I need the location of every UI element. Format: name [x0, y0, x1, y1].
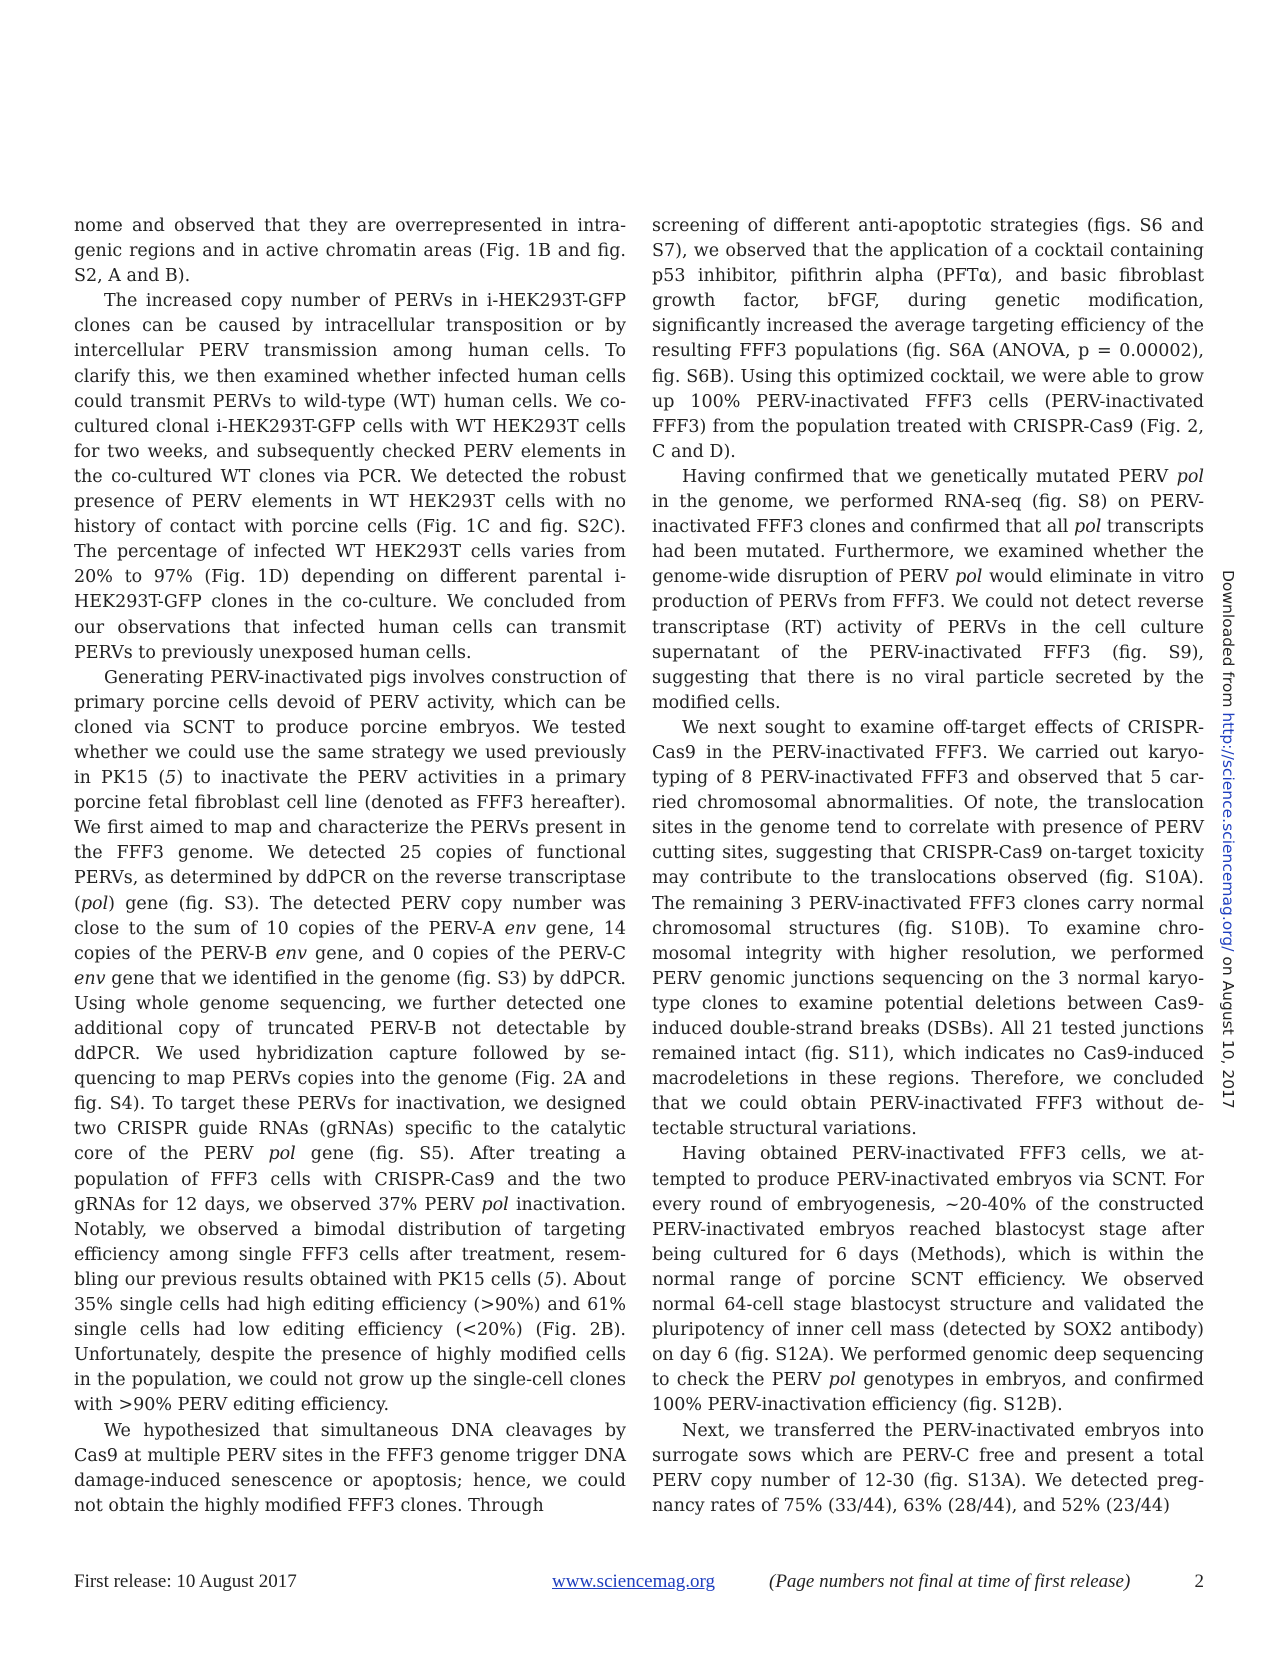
journal-link[interactable]: www.sciencemag.org: [552, 1571, 716, 1592]
paragraph-text: nome and observed that they are overrepresented in intragenic regions and in active chromatin areas (Fig. 1B and fig. S2, A and B).: [74, 216, 626, 287]
left-column: [74, 214, 626, 1519]
right-column: [652, 214, 1204, 1519]
paragraph: [74, 1419, 626, 1519]
paragraph-text: gene, and 0 copies of the PERV-C: [306, 943, 626, 964]
italic-term: 5: [543, 1269, 556, 1290]
italic-term: env: [504, 918, 537, 939]
italic-term: pol: [1074, 517, 1102, 538]
italic-term: pol: [955, 567, 983, 588]
paragraph-text: gene (fig. S5). After treating a population of FFF3 cells with CRISPR-Cas9 and the two gRNAs for 12 days, we observed 37% PERV: [74, 1144, 626, 1215]
paragraph-text: gene that we identified in the genome (fig. S3) by ddPCR. Using whole genome sequencing, we further detected one additional copy of truncated PERV-B not detectable by ddPCR. We used hybridization capture followed by sequencing to map PERVs copies into the genome (Fig. 2A and fig. S4). To target these PERVs for inactivation, we designed two CRISPR guide RNAs (gRNAs) specific to the catalytic core of the PERV: [74, 968, 626, 1165]
paragraph-text: in the genome, we performed RNA-seq (fig. S8) on PERV-inactivated FFF3 clones and confirmed that all: [652, 492, 1204, 538]
paragraph-text: gene, 14 copies of the PERV-B: [74, 918, 626, 964]
page-number: 2: [1194, 1571, 1204, 1592]
italic-term: env: [74, 968, 106, 989]
italic-term: pol: [80, 893, 109, 914]
page-number-note: (Page numbers not final at time of first release): [769, 1571, 1131, 1592]
paragraph-text: screening of different anti-apoptotic strategies (figs. S6 and S7), we observed that the application of a cocktail containing p53 inhibitor, pifithrin alpha (PFTα), and basic fibroblast growth factor, bFGF, during genetic modification, significantly increased the average targeting efficiency of the resulting FFF3 populations (fig. S6A (ANOVA, p = 0.00002), fig. S6B). Using this optimized cocktail, we were able to grow up 100% PERV-inactivated FFF3 cells (PERV-inactivated FFF3) from the population treated with CRISPR-Cas9 (Fig. 2, C and D).: [652, 216, 1204, 462]
paragraph: [74, 214, 626, 289]
paragraph: [652, 1419, 1204, 1519]
paragraph-text: ). About 35% single cells had high editing efficiency (>90%) and 61% single cells had low editing efficiency (<20%) (Fig. 2B). Unfortunately, despite the presence of highly modified cells in the population, we could not grow up the single-cell clones with >90% PERV editing efficiency.: [74, 1269, 626, 1416]
paragraph-text: The increased copy number of PERVs in i-HEK293T-GFP clones can be caused by intracellular transposition or by intercellular PERV transmission among human cells. To clarify this, we then examined whether infected human cells could transmit PERVs to wild-type (WT) human cells. We co-cultured clonal i-HEK293T-GFP cells with WT HEK293T cells for two weeks, and subsequently checked PERV elements in the co-cultured WT clones via PCR. We detected the robust presence of PERV elements in WT HEK293T cells with no history of contact with porcine cells (Fig. 1C and fig. S2C). The percentage of infected WT HEK293T cells varies from 20% to 97% (Fig. 1D) depending on different parental i-HEK293T-GFP clones in the co-culture. We concluded from our observations that infected human cells can transmit PERVs to previously unexposed human cells.: [74, 291, 626, 663]
download-notice-suffix: on August 10, 2017: [1219, 951, 1237, 1109]
paragraph-text: Having obtained PERV-inactivated FFF3 cells, we attempted to produce PERV-inactivated embryos via SCNT. For every round of embryogenesis, ~20-40% of the constructed PERV-inactivated embryos reached blastocyst stage after being cultured for 6 days (Methods), which is within the normal range of porcine SCNT efficiency. We observed normal 64-cell stage blastocyst structure and validated the pluripotency of inner cell mass (detected by SOX2 antibody) on day 6 (fig. S12A). We performed genomic deep sequencing to check the PERV: [652, 1144, 1204, 1391]
paragraph-text: We hypothesized that simultaneous DNA cleavages by Cas9 at multiple PERV sites in the FFF3 genome trigger DNA damage-induced senescence or apoptosis; hence, we could not obtain the highly modified FFF3 clones. Through: [74, 1420, 626, 1516]
paragraph-text: genotypes in embryos, and confirmed 100% PERV-inactivation efficiency (fig. S12B).: [652, 1370, 1204, 1416]
paragraph-text: ) to inactivate the PERV activities in a primary porcine fetal fibroblast cell line (denoted as FFF3 hereafter). We first aimed to map and characterize the PERVs present in the FFF3 genome. We detected 25 copies of functional PERVs, as determined by ddPCR on the reverse transcriptase (: [74, 768, 627, 914]
italic-term: pol: [481, 1194, 509, 1215]
paragraph: [652, 214, 1204, 465]
download-notice: [1219, 570, 1237, 1109]
paragraph-text: would eliminate in vitro production of PERVs from FFF3. We could not detect reverse transcriptase (RT) activity of PERVs in the cell culture supernatant of the PERV-inactivated FFF3 (fig. S9), suggesting that there is no viral particle secreted by the modified cells.: [652, 567, 1204, 713]
italic-term: pol: [268, 1144, 296, 1165]
page-footer: [74, 1571, 1204, 1601]
download-link[interactable]: http://science.sciencemag.org/: [1219, 712, 1237, 952]
paragraph-text: We next sought to examine off-target effects of CRISPR-Cas9 in the PERV-inactivated FFF3. We carried out karyotyping of 8 PERV-inactivated FFF3 and observed that 5 carried chromosomal abnormalities. Of note, the translocation sites in the genome tend to correlate with presence of PERV cutting sites, suggesting that CRISPR-Cas9 on-target toxicity may contribute to the translocations observed (fig. S10A). The remaining 3 PERV-inactivated FFF3 clones carry normal chromosomal structures (fig. S10B). To examine chromosomal integrity with higher resolution, we performed PERV genomic junctions sequencing on the 3 normal karyotype clones to examine potential deletions between Cas9-induced double-strand breaks (DSBs). All 21 tested junctions remained intact (fig. S11), which indicates no Cas9-induced macrodeletions in these regions. Therefore, we concluded that we could obtain PERV-inactivated FFF3 without detectable structural variations.: [652, 717, 1204, 1140]
paragraph: [74, 666, 626, 1419]
paragraph-text: inactivation. Notably, we observed a bimodal distribution of targeting efficiency among single FFF3 cells after treatment, resembling our previous results obtained with PK15 cells (: [74, 1194, 626, 1290]
paragraph-text: transcripts had been mutated. Furthermore, we examined whether the genome-wide disruption of PERV: [652, 517, 1204, 588]
paragraph-text: Having confirmed that we genetically mutated PERV: [682, 466, 1177, 487]
italic-term: pol: [1176, 466, 1204, 487]
paragraph: [652, 1142, 1204, 1418]
paragraph-text: Next, we transferred the PERV-inactivated embryos into surrogate sows which are PERV-C free and present a total PERV copy number of 12-30 (fig. S13A). We detected pregnancy rates of 75% (33/44), 63% (28/44), and 52% (23/44): [652, 1420, 1204, 1516]
paragraph-text: ) gene (fig. S3). The detected PERV copy number was close to the sum of 10 copies of the PERV-A: [74, 893, 626, 939]
release-date: First release: 10 August 2017: [74, 1571, 297, 1592]
paragraph: [652, 716, 1204, 1143]
paragraph: [74, 289, 626, 665]
italic-term: env: [275, 943, 307, 964]
download-notice-prefix: Downloaded from: [1219, 570, 1237, 713]
italic-term: pol: [828, 1370, 857, 1391]
paragraph-text: Generating PERV-inactivated pigs involves construction of primary porcine cells devoid of PERV activity, which can be cloned via SCNT to produce porcine embryos. We tested whether we could use the same strategy we used previously in PK15 (: [74, 667, 626, 789]
paragraph: [652, 465, 1204, 716]
italic-term: 5: [165, 768, 177, 789]
